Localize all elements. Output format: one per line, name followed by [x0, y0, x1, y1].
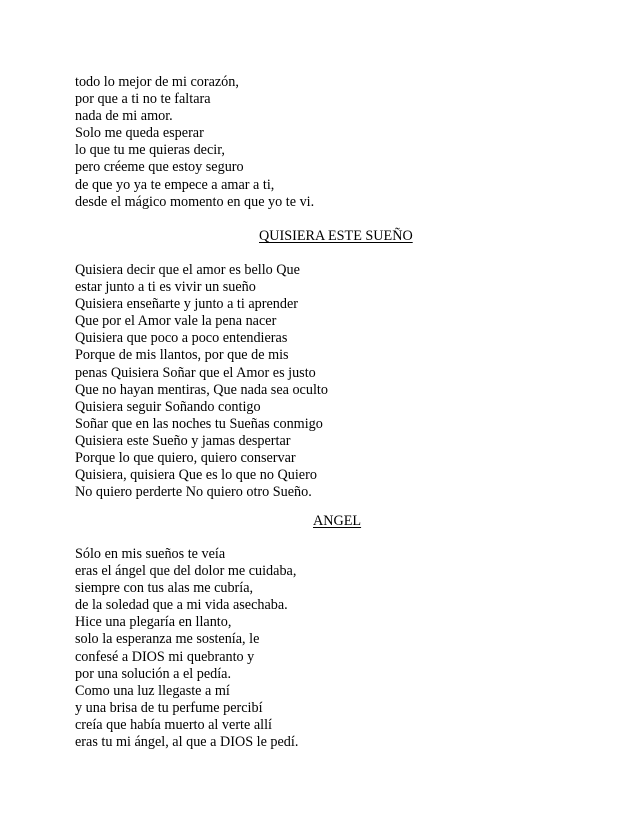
poem-title-angel: ANGEL	[313, 513, 362, 529]
poem-line: Porque de mis llantos, por que de mis	[75, 347, 289, 364]
poem-line: creía que había muerto al verte allí	[75, 716, 272, 733]
poem-line: Que por el Amor vale la pena nacer	[75, 313, 277, 330]
poem-line: estar junto a ti es vivir un sueño	[75, 279, 256, 296]
poem-line: Quisiera, quisiera Que es lo que no Quiero	[75, 467, 317, 484]
poem-line: eras tu mi ángel, al que a DIOS le pedí.	[75, 734, 299, 751]
poem-line: de que yo ya te empece a amar a ti,	[75, 176, 275, 193]
poem-line: Que no hayan mentiras, Que nada sea oculto	[75, 381, 328, 398]
poem-line: Quisiera seguir Soñando contigo	[75, 398, 261, 415]
poem-line: solo la esperanza me sostenía, le	[75, 631, 260, 648]
poem-line: Como una luz llegaste a mí	[75, 682, 230, 699]
poem-stanza-continued	[75, 74, 575, 211]
poem-line: siempre con tus alas me cubría,	[75, 580, 254, 597]
poem-line: Sólo en mis sueños te veía	[75, 546, 226, 562]
poem-line: confesé a DIOS mi quebranto y	[75, 648, 255, 665]
poem-line: pero créeme que estoy seguro	[75, 159, 244, 176]
poem-line: Quisiera que poco a poco entendieras	[75, 330, 288, 347]
poem-line: por que a ti no te faltara	[75, 91, 211, 108]
poem-line: de la soledad que a mi vida asechaba.	[75, 597, 288, 614]
poem-line: Soñar que en las noches tu Sueñas conmigo	[75, 415, 323, 432]
poem-line: desde el mágico momento en que yo te vi.	[75, 193, 315, 210]
poem-line: Quisiera enseñarte y junto a ti aprender	[75, 296, 298, 313]
poem-quisiera-este-sueno	[75, 262, 575, 501]
poem-line: y una brisa de tu perfume percibí	[75, 699, 263, 716]
poem-line: Solo me queda esperar	[75, 125, 204, 142]
poem-line: penas Quisiera Soñar que el Amor es justo	[75, 364, 316, 381]
poem-line: nada de mi amor.	[75, 108, 173, 125]
poem-angel	[75, 546, 575, 751]
poem-line: No quiero perderte No quiero otro Sueño.	[75, 484, 312, 501]
poem-title-quisiera-este-sueno: QUISIERA ESTE SUEÑO	[259, 228, 413, 244]
poem-line: por una solución a el pedía.	[75, 665, 232, 682]
poem-line: Quisiera este Sueño y jamas despertar	[75, 432, 291, 449]
poem-line: todo lo mejor de mi corazón,	[75, 74, 239, 90]
poem-line: Porque lo que quiero, quiero conservar	[75, 450, 296, 467]
poem-line: lo que tu me quieras decir,	[75, 142, 225, 159]
poem-line: eras el ángel que del dolor me cuidaba,	[75, 563, 297, 580]
poem-line: Quisiera decir que el amor es bello Que	[75, 262, 300, 278]
poem-line: Hice una plegaría en llanto,	[75, 614, 232, 631]
